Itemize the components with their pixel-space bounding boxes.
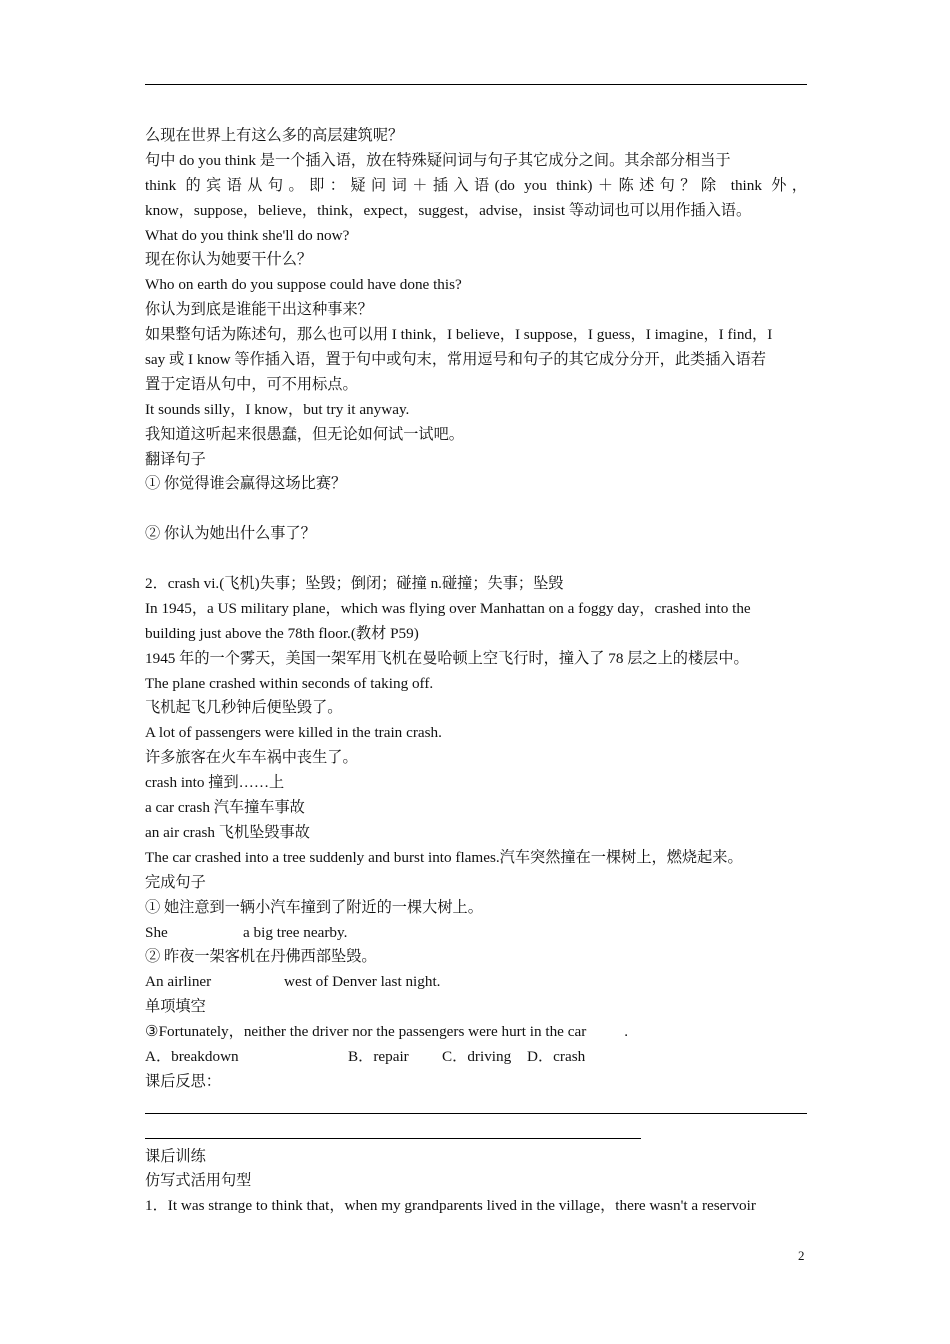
question-text: ③Fortunately，neither the driver nor the passengers were hurt in the car [145,1023,587,1041]
exercise-item: ② 昨夜一架客机在丹佛西部坠毁。 [145,948,377,966]
fill-in-suffix: west of Denver last night. [284,973,441,991]
text-line: 1．It was strange to think that，when my grandparents lived in the village，there wasn't a reservoir [145,1197,756,1215]
option-a: A．breakdown [145,1047,239,1065]
text-line: The car crashed into a tree suddenly and burst into flames.汽车突然撞在一棵树上，燃烧起来。 [145,848,743,866]
option-b: B．repair [348,1047,409,1065]
text-line: an air crash 飞机坠毁事故 [145,823,310,841]
options-line [145,1045,807,1070]
answer-space [145,497,807,522]
text-line: 么现在世界上有这么多的高层建筑呢？ [145,127,404,144]
text-line: A lot of passengers were killed in the train crash. [145,724,442,742]
page-number: 2 [798,1248,805,1263]
fill-in-suffix: a big tree nearby. [243,923,348,941]
option-c: C．driving [442,1047,512,1065]
text-line: 现在你认为她要干什么？ [145,251,313,269]
section-heading: 2．crash vi.(飞机)失事；坠毁；倒闭；碰撞 n.碰撞；失事；坠毁 [145,575,564,593]
text-line: What do you think she'll do now? [145,226,350,244]
exercise-item: ② 你认为她出什么事了？ [145,525,316,543]
text-line: It sounds silly，I know，but try it anyway. [145,400,410,418]
fill-in-line [145,970,807,995]
text-line: 你认为到底是谁能干出这种事来？ [145,301,373,319]
section-heading: 课后训练 [145,1147,206,1165]
reflection-rule [145,1095,807,1120]
text-line: 许多旅客在火车车祸中丧生了。 [145,749,358,767]
text-line: 1945 年的一个雾天，美国一架军用飞机在曼哈顿上空飞行时，撞入了 78 层之上的楼层中。 [145,649,749,667]
document-body [145,124,807,1219]
text-line: 句中 do you think 是一个插入语，放在特殊疑问词与句子其它成分之间。其余部分相当于 [145,151,731,169]
reflection-label: 课后反思： [145,1072,221,1090]
fill-in-prefix: An airliner [145,973,212,991]
exercise-item: ① 你觉得谁会赢得这场比赛？ [145,475,347,493]
text-line: Who on earth do you suppose could have done this? [145,276,462,294]
section-heading: 单项填空 [145,998,206,1016]
reflection-rule [145,1120,807,1145]
text-line: 飞机起飞几秒钟后便坠毁了。 [145,699,343,717]
text-line: think 的宾语从句。即：疑问词＋插入语(do you think)＋陈述句？除 think 外， [145,176,807,194]
text-line: In 1945，a US military plane，which was flying over Manhattan on a foggy day，crashed into the [145,599,751,617]
section-heading: 翻译句子 [145,450,206,468]
text-line: say 或 I know 等作插入语，置于句中或句末，常用逗号和句子的其它成分分开，此类插入语若 [145,351,766,369]
header-rule [145,84,807,85]
text-line: The plane crashed within seconds of taking off. [145,674,434,692]
section-heading: 完成句子 [145,873,206,891]
text-line: 置于定语从句中，可不用标点。 [145,375,358,393]
text-line: a car crash 汽车撞车事故 [145,799,305,817]
text-line: crash into 撞到……上 [145,774,285,792]
text-line: know，suppose，believe，think，expect，suggest，advise，insist 等动词也可以用作插入语。 [145,201,752,219]
text-line: 我知道这听起来很愚蠢，但无论如何试一试吧。 [145,425,464,443]
exercise-item: ① 她注意到一辆小汽车撞到了附近的一棵大树上。 [145,898,483,916]
section-heading: 仿写式活用句型 [145,1172,252,1190]
question-line [145,1020,807,1045]
option-d: D．crash [527,1047,586,1065]
fill-in-prefix: She [145,923,168,941]
text-line: building just above the 78th floor.(教材 P59) [145,624,419,642]
fill-in-line [145,921,807,946]
answer-space [145,547,807,572]
question-end: . [624,1023,629,1041]
text-line: 如果整句话为陈述句，那么也可以用 I think，I believe，I suppose，I guess，I imagine，I find，I [145,326,773,344]
